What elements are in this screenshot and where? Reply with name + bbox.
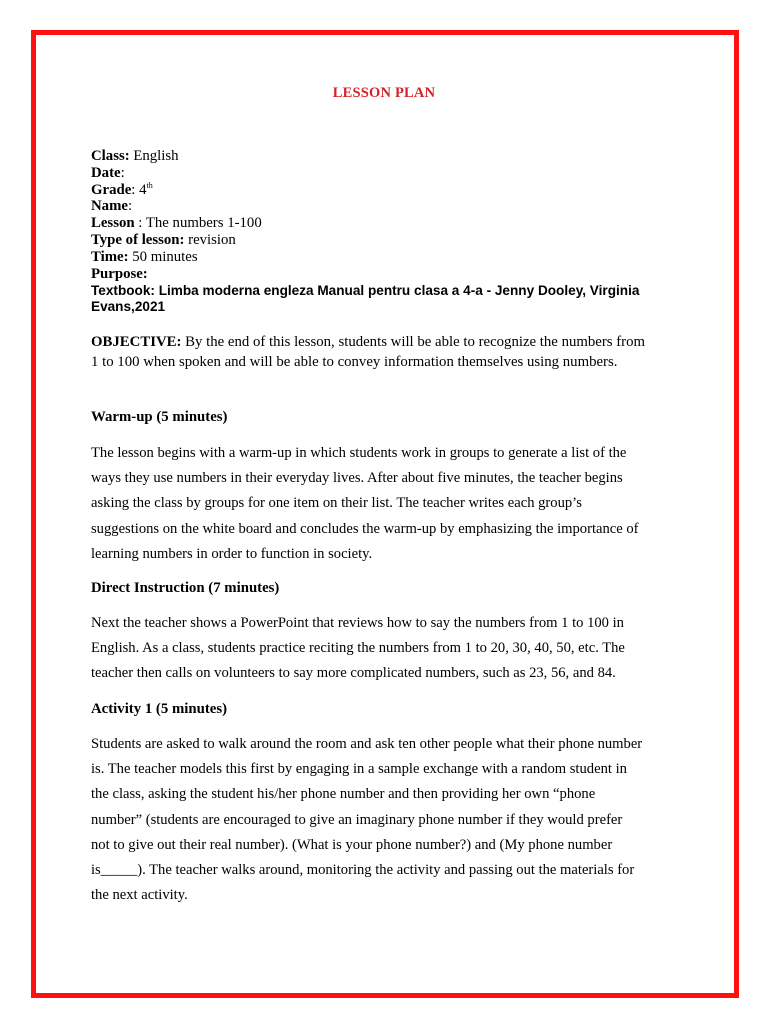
- class-value: English: [129, 148, 179, 164]
- paragraph-line: The lesson begins with a warm-up in which students work in groups to generate a list of the: [91, 445, 627, 461]
- paragraph-line: suggestions on the white board and concludes the warm-up by emphasizing the importance of: [91, 520, 639, 537]
- name-label: Name: [91, 198, 128, 215]
- direct-instruction-paragraph: [91, 611, 681, 687]
- time-value: 50 minutes: [128, 248, 198, 265]
- type-row: [91, 232, 681, 249]
- lesson-row: [91, 215, 681, 232]
- lesson-label: Lesson: [91, 215, 135, 232]
- direct-instruction-heading: Direct Instruction (7 minutes): [91, 580, 280, 596]
- date-value: :: [120, 164, 125, 181]
- warmup-heading: Warm-up (5 minutes): [91, 409, 228, 425]
- paragraph-line: is. The teacher models this first by engaging in a sample exchange with a random student in: [91, 761, 627, 778]
- warmup-paragraph: [91, 441, 681, 567]
- activity1-paragraph: [91, 732, 681, 908]
- grade-superscript: th: [146, 180, 153, 190]
- textbook-line: Evans,2021: [91, 299, 166, 314]
- lesson-info: [91, 148, 681, 282]
- paragraph-line: the class, asking the student his/her phone number and then providing her own “phone: [91, 786, 596, 803]
- paragraph-line: not to give out their real number). (What is your phone number?) and (My phone number: [91, 836, 613, 853]
- textbook-info: [91, 283, 681, 315]
- name-value: :: [127, 198, 133, 215]
- type-label: Type of lesson:: [91, 231, 185, 248]
- objective-text: By the end of this lesson, students will be able to recognize the numbers from: [181, 334, 645, 350]
- time-label: Time:: [91, 248, 129, 265]
- class-row: [91, 148, 681, 165]
- objective-paragraph: [91, 332, 681, 372]
- purpose-row: [91, 266, 681, 283]
- objective-label: OBJECTIVE:: [91, 334, 182, 350]
- time-row: [91, 249, 681, 266]
- class-label: Class:: [91, 148, 130, 164]
- grade-value: : 4: [131, 181, 147, 198]
- objective-text: 1 to 100 when spoken and will be able to convey information themselves using numbers.: [91, 354, 618, 370]
- paragraph-line: the next activity.: [91, 887, 188, 904]
- date-row: [91, 165, 681, 182]
- paragraph-line: learning numbers in order to function in society.: [91, 545, 373, 562]
- purpose-label: Purpose:: [91, 265, 148, 282]
- paragraph-line: English. As a class, students practice reciting the numbers from 1 to 20, 30, 40, 50, etc. The: [91, 640, 625, 657]
- page-title: LESSON PLAN: [332, 85, 436, 101]
- paragraph-line: ways they use numbers in their everyday lives. After about five minutes, the teacher begins: [91, 470, 623, 487]
- paragraph-line: asking the class by groups for one item on their list. The teacher writes each group’s: [91, 495, 582, 512]
- type-value: revision: [184, 231, 236, 248]
- date-label: Date: [91, 164, 121, 181]
- textbook-line: Textbook: Limba moderna engleza Manual pentru clasa a 4-a - Jenny Dooley, Virginia: [91, 283, 640, 298]
- paragraph-line: is_____). The teacher walks around, monitoring the activity and passing out the materials for: [91, 862, 635, 879]
- lesson-value: : The numbers 1-100: [134, 215, 262, 232]
- grade-label: Grade: [91, 181, 132, 198]
- paragraph-line: Next the teacher shows a PowerPoint that reviews how to say the numbers from 1 to 100 in: [91, 615, 624, 631]
- grade-row: [91, 182, 681, 199]
- name-row: [91, 198, 681, 215]
- paragraph-line: Students are asked to walk around the room and ask ten other people what their phone number: [91, 736, 643, 752]
- paragraph-line: teacher then calls on volunteers to say more complicated numbers, such as 23, 56, and 84.: [91, 665, 616, 682]
- paragraph-line: number” (students are encouraged to give an imaginary phone number if they would prefer: [91, 811, 623, 828]
- activity1-heading: Activity 1 (5 minutes): [91, 701, 228, 717]
